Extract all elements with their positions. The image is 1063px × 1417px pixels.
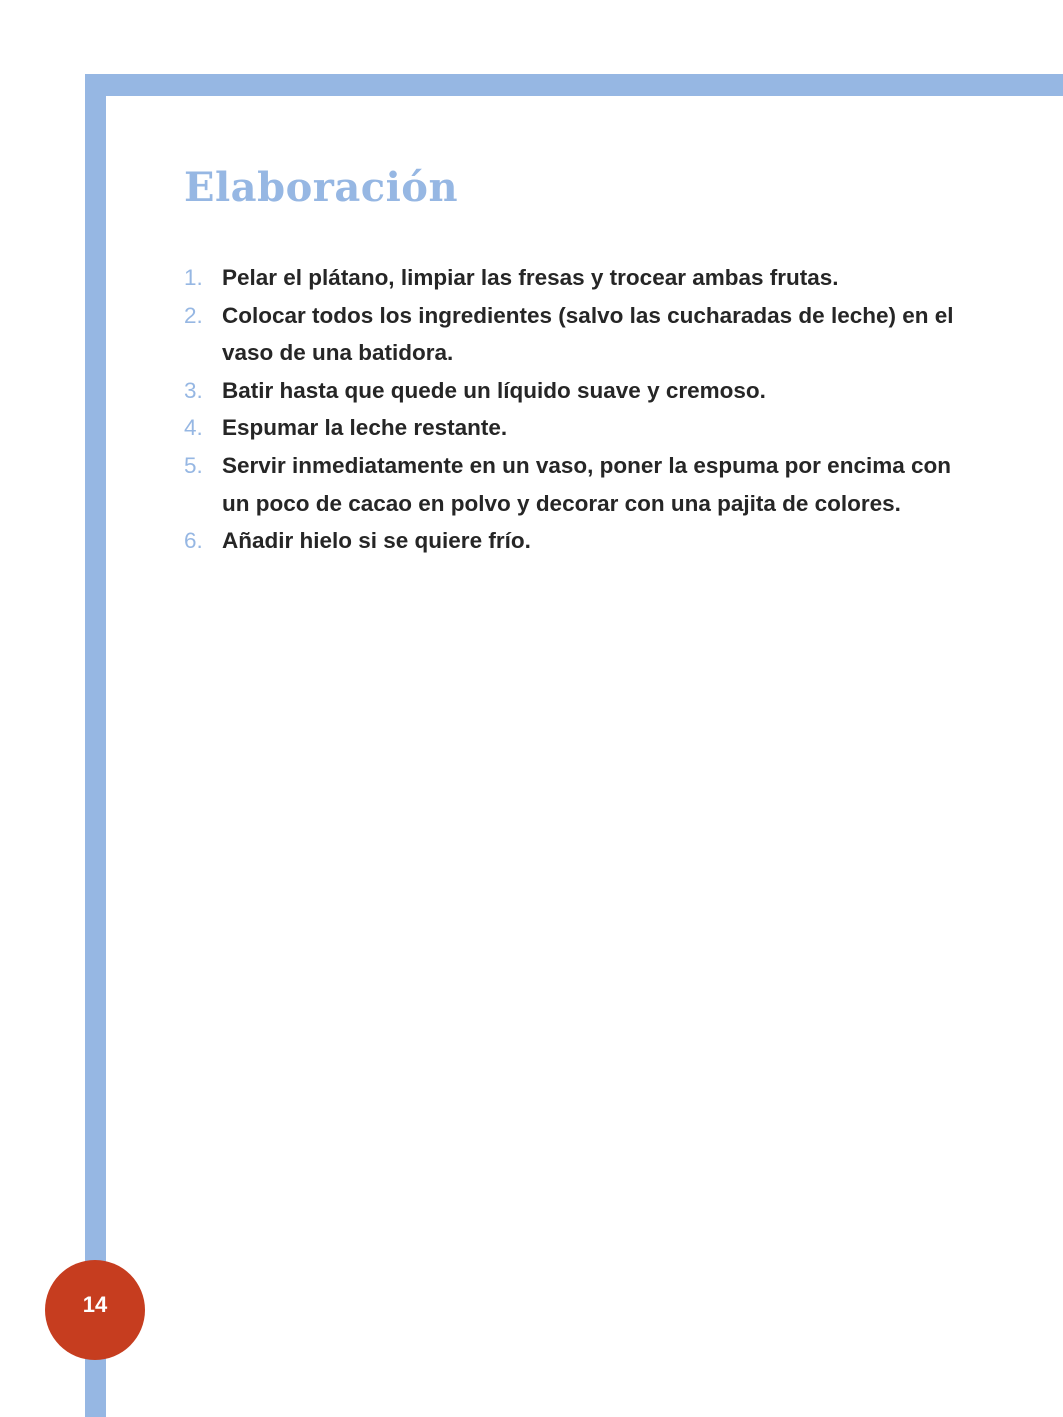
list-item (184, 409, 974, 447)
page-number-badge (45, 1260, 145, 1360)
step-number: 5. (184, 452, 203, 478)
list-item (184, 447, 974, 522)
step-number: 2. (184, 302, 203, 328)
section-title: Elaboración (184, 164, 459, 211)
step-number: 1. (184, 265, 203, 290)
list-item (184, 259, 974, 297)
list-item (184, 372, 974, 410)
step-text: Batir hasta que quede un líquido suave y cremoso. (222, 377, 766, 403)
step-number: 3. (184, 377, 203, 403)
left-frame-bar (82, 74, 108, 1417)
step-text: Servir inmediatamente en un vaso, poner la espuma por encima con un poco de cacao en polvo y decorar con una pajita de colores. (222, 452, 951, 516)
steps-list (184, 259, 974, 560)
top-frame-bar (85, 74, 1063, 96)
step-text: Colocar todos los ingredientes (salvo las cucharadas de leche) en el vaso de una batidora. (222, 302, 954, 366)
step-number: 4. (184, 415, 203, 441)
list-item (184, 522, 974, 560)
step-text: Espumar la leche restante. (222, 415, 508, 441)
page-number: 14 (82, 1292, 108, 1317)
step-number: 6. (184, 528, 203, 554)
step-text: Pelar el plátano, limpiar las fresas y trocear ambas frutas. (222, 265, 839, 290)
step-text: Añadir hielo si se quiere frío. (222, 528, 531, 554)
list-item (184, 297, 974, 372)
